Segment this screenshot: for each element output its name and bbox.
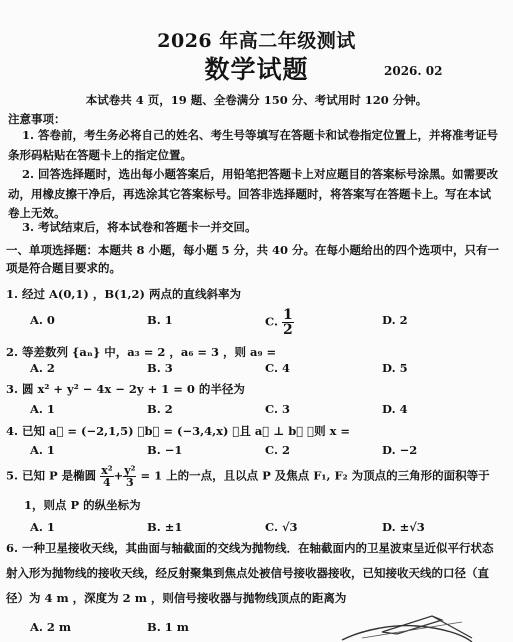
option-a: A. 2 — [30, 361, 55, 375]
option-a: A. 1 — [30, 520, 55, 534]
note-item: 3. 考试结束后，将本试卷和答题卡一并交回。 — [22, 220, 257, 234]
question-stem: 6. 一种卫星接收天线，其曲面与轴截面的交线为抛物线．在轴截面内的卫星波束呈近似平行状态射入形为抛物线的接收天线，经反射聚集到焦点处被信号接收器接收，已知接收天线的口径（直径）为 4 m ，深度为 2 m ，则信号接收器与抛物线顶点的距离为 — [6, 541, 494, 605]
support-line — [432, 616, 472, 638]
question-stem: 4. 已知 a⃗ = (−2,1,5) ，b⃗ = (−3,4,x) ，且 a⃗ ⊥ b⃗ ，则 x = — [6, 424, 351, 438]
question-stem: 1. 经过 A(0,1) ，B(1,2) 两点的直线斜率为 — [6, 287, 241, 301]
option-d: D. ±√3 — [382, 520, 425, 534]
option-a: A. 1 — [30, 443, 55, 457]
option-d: D. 2 — [382, 313, 408, 327]
option-d: D. 4 — [382, 402, 408, 416]
option-a: A. 2 m — [30, 620, 72, 634]
note-item: 2. 回答选择题时，选出每小题答案后，用铅笔把答题卡上对应题目的答案标号涂黑。如需要改动，用橡皮擦干净后，再选涂其它答案标号。回答非选择题时，将答案写在答题卡上。写在本试卷上无效。 — [8, 167, 499, 220]
subject-title: 数学试题 — [204, 55, 309, 84]
question-stem: 5. 已知 P 是椭圆 $\frac{\text{x²}}{4}$ + $\frac{\text{y²}}{3}$ = 1 上的一点，且以点 P 及焦点 F₁, F₂ 为顶点的三角形的面积等于 — [6, 464, 490, 489]
option-a: A. 0 — [30, 313, 55, 327]
option-c: C. √3 — [265, 520, 298, 534]
question-stem: 3. 圆 x² + y² − 4x − 2y + 1 = 0 的半径为 — [6, 382, 245, 396]
note-item: 1. 答卷前，考生务必将自己的姓名、考生号等填写在答题卡和试卷指定位置上，并将准考证号条形码粘贴在答题卡上的指定位置。 — [8, 128, 499, 162]
option-c: C. 3 — [265, 402, 290, 416]
option-c: C. 4 — [265, 361, 290, 375]
exam-title: 2026 年高二年级测试 — [157, 30, 356, 52]
option-c: C. 2 — [265, 443, 290, 457]
option-b: B. 3 — [147, 361, 173, 375]
option-d: D. −2 — [382, 443, 418, 457]
option-b: B. 1 — [147, 313, 173, 327]
exam-info: 本试卷共 4 页，19 题、全卷满分 150 分、考试用时 120 分钟。 — [85, 93, 428, 107]
fraction-y2-over-3: $\frac{\text{y²}}{3}$ — [124, 464, 136, 489]
option-b: B. −1 — [147, 443, 183, 457]
receiver-arm — [382, 616, 442, 634]
exam-date: 2026. 02 — [384, 64, 443, 78]
question-stem-continued: 1，则点 P 的纵坐标为 — [24, 498, 141, 512]
question-stem: 2. 等差数列 {aₙ} 中，a₃ = 2 ，a₆ = 3 ，则 a₉ = — [6, 345, 277, 359]
parabola-curve — [342, 626, 472, 642]
fraction-one-half: $\frac{1}{2}$ — [282, 307, 293, 338]
option-b: B. 1 m — [147, 620, 189, 634]
option-a: A. 1 — [30, 402, 55, 416]
notes-title: 注意事项： — [8, 112, 66, 126]
option-c-label: C. — [265, 314, 278, 329]
section-heading: 一、单项选择题：本题共 8 小题，每小题 5 分，共 40 分。在每小题给出的四个选项中，只有一项是符合题目要求的。 — [6, 243, 500, 275]
antenna-figure — [322, 612, 502, 642]
option-b: B. ±1 — [147, 520, 183, 534]
fraction-x2-over-4: $\frac{\text{x²}}{4}$ — [101, 464, 113, 489]
option-d: D. 5 — [382, 361, 408, 375]
option-b: B. 2 — [147, 402, 173, 416]
option-c — [265, 308, 294, 337]
